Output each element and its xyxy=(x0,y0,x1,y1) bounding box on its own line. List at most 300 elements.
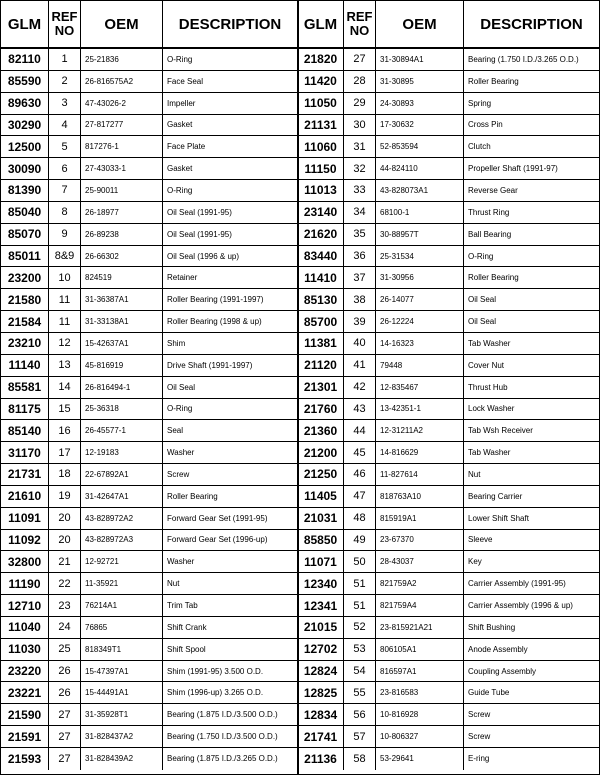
description-cell: E-ring xyxy=(468,754,490,764)
ref-no-cell: 46 xyxy=(344,464,376,485)
table-row xyxy=(1,595,297,617)
table-row xyxy=(1,748,297,770)
ref-no-cell: 30 xyxy=(344,115,376,136)
table-row xyxy=(1,377,297,399)
table-row xyxy=(298,617,599,639)
oem-cell: 47-43026-2 xyxy=(81,93,163,114)
description-cell: Lower Shift Shaft xyxy=(468,513,529,523)
description-cell: Oil Seal xyxy=(468,317,497,327)
table-row xyxy=(298,180,599,202)
table-row xyxy=(1,617,297,639)
header-ref-no: REF NO xyxy=(49,1,81,47)
table-row xyxy=(298,71,599,93)
table-row xyxy=(1,158,297,180)
oem-cell: 31-30894A1 xyxy=(376,49,464,70)
oem-cell: 14-816629 xyxy=(376,442,464,463)
glm-cell: 85070 xyxy=(1,224,49,245)
oem-cell: 31-30956 xyxy=(376,267,464,288)
ref-no-cell: 50 xyxy=(344,551,376,572)
glm-cell: 85040 xyxy=(1,202,49,223)
glm-cell: 89630 xyxy=(1,93,49,114)
description-cell: Nut xyxy=(468,469,481,479)
description-cell: Clutch xyxy=(468,142,491,152)
table-row xyxy=(298,530,599,552)
glm-cell: 21741 xyxy=(298,726,344,747)
glm-cell: 23221 xyxy=(1,682,49,703)
oem-cell: 26-14077 xyxy=(376,289,464,310)
description-cell: Tab Washer xyxy=(468,338,511,348)
oem-cell: 15-44491A1 xyxy=(81,682,163,703)
oem-cell: 43-828972A3 xyxy=(81,530,163,551)
table-row xyxy=(298,682,599,704)
glm-cell: 85011 xyxy=(1,246,49,267)
oem-cell: 26-45577-1 xyxy=(81,420,163,441)
ref-no-cell: 13 xyxy=(49,355,81,376)
table-row xyxy=(1,180,297,202)
ref-no-cell: 9 xyxy=(49,224,81,245)
table-row xyxy=(1,136,297,158)
oem-cell: 23-67370 xyxy=(376,530,464,551)
glm-cell: 21200 xyxy=(298,442,344,463)
ref-no-cell: 51 xyxy=(344,573,376,594)
oem-cell: 24-30893 xyxy=(376,93,464,114)
header-description: DESCRIPTION xyxy=(178,15,282,33)
glm-cell: 11420 xyxy=(298,71,344,92)
oem-cell: 26-12224 xyxy=(376,311,464,332)
description-cell: Shim (1991-95) 3.500 O.D. xyxy=(167,666,264,676)
glm-cell: 11013 xyxy=(298,180,344,201)
glm-cell: 23200 xyxy=(1,267,49,288)
description-cell: Retainer xyxy=(167,273,198,283)
table-row xyxy=(1,486,297,508)
description-cell: Oil Seal (1991-95) xyxy=(167,207,232,217)
oem-cell: 12-31211A2 xyxy=(376,420,464,441)
glm-cell: 11405 xyxy=(298,486,344,507)
table-row xyxy=(1,661,297,683)
glm-cell: 21590 xyxy=(1,704,49,725)
table-row xyxy=(298,726,599,748)
table-row xyxy=(298,573,599,595)
table-row xyxy=(298,595,599,617)
description-cell: Roller Bearing (1998 & up) xyxy=(167,317,262,327)
description-cell: Trim Tab xyxy=(167,601,198,611)
table-row xyxy=(298,333,599,355)
oem-cell: 44-824110 xyxy=(376,158,464,179)
oem-cell: 10-806327 xyxy=(376,726,464,747)
glm-cell: 83440 xyxy=(298,246,344,267)
glm-cell: 21015 xyxy=(298,617,344,638)
description-cell: Impeller xyxy=(167,98,196,108)
header-ref-no: REF NO xyxy=(344,1,376,47)
ref-no-cell: 7 xyxy=(49,180,81,201)
description-cell: O-Ring xyxy=(468,251,494,261)
table-row xyxy=(298,267,599,289)
ref-no-cell: 24 xyxy=(49,617,81,638)
table-row xyxy=(298,551,599,573)
oem-cell: 30-88957T xyxy=(376,224,464,245)
oem-cell: 818763A10 xyxy=(376,486,464,507)
glm-cell: 23220 xyxy=(1,661,49,682)
header-oem: OEM xyxy=(81,1,163,47)
glm-cell: 11190 xyxy=(1,573,49,594)
oem-cell: 31-36387A1 xyxy=(81,289,163,310)
ref-no-cell: 27 xyxy=(49,748,81,770)
glm-cell: 32800 xyxy=(1,551,49,572)
table-row xyxy=(298,442,599,464)
glm-cell: 85140 xyxy=(1,420,49,441)
oem-cell: 43-828972A2 xyxy=(81,508,163,529)
ref-no-cell: 54 xyxy=(344,661,376,682)
oem-cell: 28-43037 xyxy=(376,551,464,572)
oem-cell: 26-66302 xyxy=(81,246,163,267)
table-row xyxy=(1,289,297,311)
table-row xyxy=(298,704,599,726)
header-glm: GLM xyxy=(298,1,344,47)
ref-no-cell: 8&9 xyxy=(49,246,81,267)
glm-cell: 12710 xyxy=(1,595,49,616)
ref-no-cell: 31 xyxy=(344,136,376,157)
description-cell: Oil Seal (1991-95) xyxy=(167,229,232,239)
description-cell: Face Plate xyxy=(167,142,206,152)
oem-cell: 26-89238 xyxy=(81,224,163,245)
oem-cell: 43-828073A1 xyxy=(376,180,464,201)
ref-no-cell: 42 xyxy=(344,377,376,398)
ref-no-cell: 21 xyxy=(49,551,81,572)
oem-cell: 45-816919 xyxy=(81,355,163,376)
glm-cell: 12825 xyxy=(298,682,344,703)
oem-cell: 68100-1 xyxy=(376,202,464,223)
description-cell: O-Ring xyxy=(167,404,193,414)
table-row xyxy=(1,682,297,704)
glm-cell: 21580 xyxy=(1,289,49,310)
glm-cell: 30290 xyxy=(1,115,49,136)
oem-cell: 13-42351-1 xyxy=(376,399,464,420)
ref-no-cell: 18 xyxy=(49,464,81,485)
table-row xyxy=(1,311,297,333)
table-row xyxy=(1,508,297,530)
glm-cell: 21610 xyxy=(1,486,49,507)
oem-cell: 31-42647A1 xyxy=(81,486,163,507)
description-cell: Propeller Shaft (1991-97) xyxy=(468,164,558,174)
table-row xyxy=(1,551,297,573)
description-cell: Bearing Carrier xyxy=(468,491,523,501)
oem-cell: 10-816928 xyxy=(376,704,464,725)
ref-no-cell: 2 xyxy=(49,71,81,92)
oem-cell: 12-92721 xyxy=(81,551,163,572)
ref-no-cell: 53 xyxy=(344,639,376,660)
ref-no-cell: 41 xyxy=(344,355,376,376)
glm-cell: 31170 xyxy=(1,442,49,463)
description-cell: Roller Bearing xyxy=(468,76,519,86)
table-row xyxy=(1,442,297,464)
oem-cell: 25-21836 xyxy=(81,49,163,70)
ref-no-cell: 44 xyxy=(344,420,376,441)
glm-cell: 21760 xyxy=(298,399,344,420)
header-row xyxy=(1,1,297,49)
description-cell: Seal xyxy=(167,426,184,436)
header-glm: GLM xyxy=(1,1,49,47)
oem-cell: 11-35921 xyxy=(81,573,163,594)
description-cell: Tab Wsh Receiver xyxy=(468,426,533,436)
glm-cell: 85850 xyxy=(298,530,344,551)
glm-cell: 11030 xyxy=(1,639,49,660)
glm-cell: 11071 xyxy=(298,551,344,572)
ref-no-cell: 52 xyxy=(344,617,376,638)
description-cell: Roller Bearing (1991-1997) xyxy=(167,295,264,305)
ref-no-cell: 26 xyxy=(49,661,81,682)
ref-no-cell: 1 xyxy=(49,49,81,70)
oem-cell: 22-67892A1 xyxy=(81,464,163,485)
ref-no-cell: 35 xyxy=(344,224,376,245)
oem-cell: 815919A1 xyxy=(376,508,464,529)
glm-cell: 21131 xyxy=(298,115,344,136)
ref-no-cell: 23 xyxy=(49,595,81,616)
table-row xyxy=(298,202,599,224)
table-row xyxy=(298,508,599,530)
glm-cell: 11410 xyxy=(298,267,344,288)
glm-cell: 11040 xyxy=(1,617,49,638)
description-cell: Reverse Gear xyxy=(468,185,518,195)
glm-cell: 21360 xyxy=(298,420,344,441)
oem-cell: 15-47397A1 xyxy=(81,661,163,682)
glm-cell: 21031 xyxy=(298,508,344,529)
ref-no-cell: 11 xyxy=(49,311,81,332)
glm-cell: 85700 xyxy=(298,311,344,332)
table-row xyxy=(298,486,599,508)
description-cell: Drive Shaft (1991-1997) xyxy=(167,360,253,370)
oem-cell: 17-30632 xyxy=(376,115,464,136)
oem-cell: 824519 xyxy=(81,267,163,288)
table-row xyxy=(1,639,297,661)
glm-cell: 21120 xyxy=(298,355,344,376)
glm-cell: 11140 xyxy=(1,355,49,376)
oem-cell: 821759A2 xyxy=(376,573,464,594)
description-cell: Shim (1996-up) 3.265 O.D. xyxy=(167,688,264,698)
glm-cell: 11092 xyxy=(1,530,49,551)
rows-right xyxy=(298,49,599,770)
table-row xyxy=(1,420,297,442)
glm-cell: 85130 xyxy=(298,289,344,310)
parts-table-right xyxy=(298,1,599,774)
glm-cell: 81175 xyxy=(1,399,49,420)
table-row xyxy=(298,420,599,442)
table-row xyxy=(298,49,599,71)
ref-no-cell: 14 xyxy=(49,377,81,398)
ref-no-cell: 45 xyxy=(344,442,376,463)
table-row xyxy=(1,202,297,224)
glm-cell: 12341 xyxy=(298,595,344,616)
header-oem: OEM xyxy=(376,1,464,47)
table-row xyxy=(298,289,599,311)
description-cell: Coupling Assembly xyxy=(468,666,537,676)
description-cell: Thrust Hub xyxy=(468,382,508,392)
table-row xyxy=(1,49,297,71)
description-cell: Gasket xyxy=(167,120,193,130)
oem-cell: 53-29641 xyxy=(376,748,464,770)
glm-cell: 11091 xyxy=(1,508,49,529)
description-cell: Nut xyxy=(167,579,180,589)
description-cell: Screw xyxy=(167,469,190,479)
glm-cell: 12824 xyxy=(298,661,344,682)
description-cell: Shift Crank xyxy=(167,622,207,632)
table-row xyxy=(298,224,599,246)
glm-cell: 85581 xyxy=(1,377,49,398)
ref-no-cell: 48 xyxy=(344,508,376,529)
table-row xyxy=(1,267,297,289)
glm-cell: 12834 xyxy=(298,704,344,725)
description-cell: Face Seal xyxy=(167,76,204,86)
description-cell: Oil Seal xyxy=(468,295,497,305)
oem-cell: 26-816575A2 xyxy=(81,71,163,92)
ref-no-cell: 22 xyxy=(49,573,81,594)
glm-cell: 11150 xyxy=(298,158,344,179)
glm-cell: 21820 xyxy=(298,49,344,70)
oem-cell: 31-828437A2 xyxy=(81,726,163,747)
oem-cell: 27-817277 xyxy=(81,115,163,136)
oem-cell: 76865 xyxy=(81,617,163,638)
table-row xyxy=(1,704,297,726)
oem-cell: 26-18977 xyxy=(81,202,163,223)
description-cell: Carrier Assembly (1996 & up) xyxy=(468,601,573,611)
description-cell: Ball Bearing xyxy=(468,229,512,239)
glm-cell: 21620 xyxy=(298,224,344,245)
oem-cell: 25-31534 xyxy=(376,246,464,267)
table-row xyxy=(1,246,297,268)
ref-no-cell: 20 xyxy=(49,530,81,551)
ref-no-cell: 6 xyxy=(49,158,81,179)
description-cell: Screw xyxy=(468,732,491,742)
glm-cell: 21731 xyxy=(1,464,49,485)
description-cell: Spring xyxy=(468,98,492,108)
description-cell: Guide Tube xyxy=(468,688,510,698)
table-row xyxy=(298,93,599,115)
glm-cell: 30090 xyxy=(1,158,49,179)
table-row xyxy=(298,115,599,137)
ref-no-cell: 33 xyxy=(344,180,376,201)
description-cell: Roller Bearing xyxy=(167,491,218,501)
oem-cell: 12-19183 xyxy=(81,442,163,463)
glm-cell: 12500 xyxy=(1,136,49,157)
table-row xyxy=(298,311,599,333)
table-row xyxy=(1,399,297,421)
description-cell: Shim xyxy=(167,338,186,348)
oem-cell: 25-36318 xyxy=(81,399,163,420)
table-row xyxy=(298,355,599,377)
oem-cell: 31-30895 xyxy=(376,71,464,92)
description-cell: Thrust Ring xyxy=(468,207,510,217)
ref-no-cell: 49 xyxy=(344,530,376,551)
ref-no-cell: 51 xyxy=(344,595,376,616)
description-cell: Gasket xyxy=(167,164,193,174)
description-cell: Oil Seal xyxy=(167,382,196,392)
glm-cell: 11050 xyxy=(298,93,344,114)
description-cell: Roller Bearing xyxy=(468,273,519,283)
ref-no-cell: 25 xyxy=(49,639,81,660)
table-row xyxy=(298,661,599,683)
oem-cell: 14-16323 xyxy=(376,333,464,354)
glm-cell: 85590 xyxy=(1,71,49,92)
ref-no-cell: 27 xyxy=(49,726,81,747)
glm-cell: 82110 xyxy=(1,49,49,70)
ref-no-cell: 29 xyxy=(344,93,376,114)
oem-cell: 52-853594 xyxy=(376,136,464,157)
glm-cell: 21584 xyxy=(1,311,49,332)
ref-no-cell: 27 xyxy=(344,49,376,70)
description-cell: Cross Pin xyxy=(468,120,503,130)
oem-cell: 816597A1 xyxy=(376,661,464,682)
ref-no-cell: 32 xyxy=(344,158,376,179)
glm-cell: 81390 xyxy=(1,180,49,201)
glm-cell: 21136 xyxy=(298,748,344,770)
table-row xyxy=(1,71,297,93)
oem-cell: 76214A1 xyxy=(81,595,163,616)
glm-cell: 12702 xyxy=(298,639,344,660)
description-cell: Carrier Assembly (1991-95) xyxy=(468,579,566,589)
ref-no-cell: 12 xyxy=(49,333,81,354)
description-cell: Tab Washer xyxy=(468,448,511,458)
table-row xyxy=(1,355,297,377)
glm-cell: 11060 xyxy=(298,136,344,157)
oem-cell: 821759A4 xyxy=(376,595,464,616)
ref-no-cell: 47 xyxy=(344,486,376,507)
ref-no-cell: 3 xyxy=(49,93,81,114)
ref-no-cell: 17 xyxy=(49,442,81,463)
oem-cell: 27-43033-1 xyxy=(81,158,163,179)
description-cell: Shift Bushing xyxy=(468,622,516,632)
ref-no-cell: 8 xyxy=(49,202,81,223)
oem-cell: 31-35928T1 xyxy=(81,704,163,725)
table-row xyxy=(1,115,297,137)
oem-cell: 23-815921A21 xyxy=(376,617,464,638)
table-row xyxy=(298,136,599,158)
table-row xyxy=(1,530,297,552)
oem-cell: 25-90011 xyxy=(81,180,163,201)
glm-cell: 12340 xyxy=(298,573,344,594)
ref-no-cell: 56 xyxy=(344,704,376,725)
glm-cell: 21301 xyxy=(298,377,344,398)
description-cell: Oil Seal (1996 & up) xyxy=(167,251,240,261)
ref-no-cell: 16 xyxy=(49,420,81,441)
glm-cell: 23140 xyxy=(298,202,344,223)
oem-cell: 15-42637A1 xyxy=(81,333,163,354)
description-cell: Bearing (1.875 I.D./3.500 O.D.) xyxy=(167,710,278,720)
ref-no-cell: 19 xyxy=(49,486,81,507)
description-cell: O-Ring xyxy=(167,54,193,64)
oem-cell: 31-828439A2 xyxy=(81,748,163,770)
ref-no-cell: 20 xyxy=(49,508,81,529)
description-cell: O-Ring xyxy=(167,185,193,195)
oem-cell: 23-816583 xyxy=(376,682,464,703)
ref-no-cell: 36 xyxy=(344,246,376,267)
table-row xyxy=(1,93,297,115)
table-row xyxy=(298,748,599,770)
oem-cell: 817276-1 xyxy=(81,136,163,157)
ref-no-cell: 55 xyxy=(344,682,376,703)
ref-no-cell: 57 xyxy=(344,726,376,747)
table-row xyxy=(298,377,599,399)
table-row xyxy=(298,158,599,180)
ref-no-cell: 37 xyxy=(344,267,376,288)
glm-cell: 21250 xyxy=(298,464,344,485)
table-row xyxy=(298,639,599,661)
glm-cell: 23210 xyxy=(1,333,49,354)
header-description: DESCRIPTION xyxy=(480,15,583,33)
oem-cell: 31-33138A1 xyxy=(81,311,163,332)
description-cell: Anode Assembly xyxy=(468,644,528,654)
description-cell: Forward Gear Set (1991-95) xyxy=(167,513,268,523)
description-cell: Shift Spool xyxy=(167,644,206,654)
oem-cell: 79448 xyxy=(376,355,464,376)
